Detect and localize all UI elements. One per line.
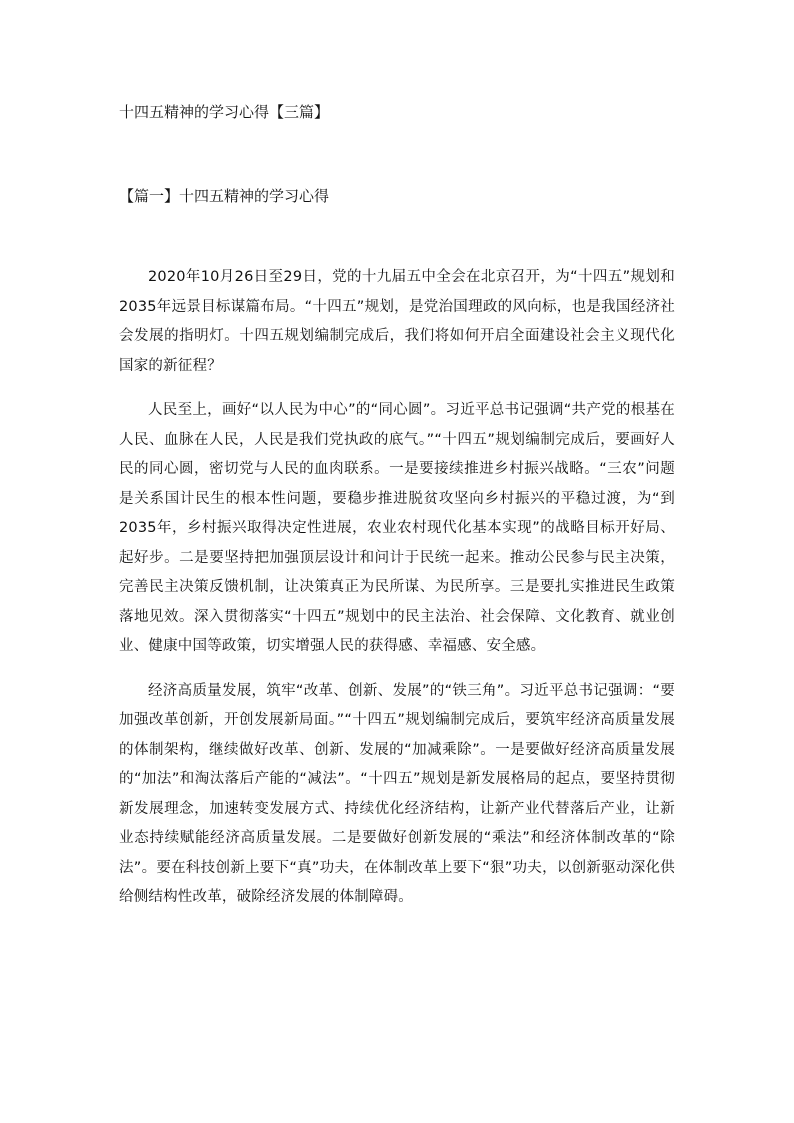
paragraph-2: 人民至上，画好“以人民为中心”的“同心圆”。习近平总书记强调“共产党的根基在人民、血脉在人民，人民是我们党执政的底气。”“十四五”规划编制完成后，要画好人民的同心圆，密切党与人民的血肉联系。一是要接续推进乡村振兴战略。“三农”问题是关系国计民生的根本性问题，要稳步推进脱贫攻坚向乡村振兴的平稳过渡，为“到2035年，乡村振兴取得决定性进展，农业农村现代化基本实现”的战略目标开好局、起好步。二是要坚持把加强顶层设计和问计于民统一起来。推动公民参与民主决策，完善民主决策反馈机制，让决策真正为民所谋、为民所享。三是要扎实推进民生政策落地见效。深入贯彻落实“十四五”规划中的民主法治、社会保障、文化教育、就业创业、健康中国等政策，切实增强人民的获得感、幸福感、安全感。 (119, 402, 675, 654)
document-body (119, 263, 675, 928)
section-heading: 【篇一】十四五精神的学习心得 (119, 187, 330, 205)
paragraph-3: 经济高质量发展，筑牢“改革、创新、发展”的“铁三角”。习近平总书记强调：“要加强改革创新，开创发展新局面。”“十四五”规划编制完成后，要筑牢经济高质量发展的体制架构，继续做好改革、创新、发展的“加减乘除”。一是要做好经济高质量发展的“加法”和淘汰落后产能的“减法”。“十四五”规划是新发展格局的起点，要坚持贯彻新发展理念，加速转变发展方式、持续优化经济结构，让新产业代替落后产业，让新业态持续赋能经济高质量发展。二是要做好创新发展的“乘法”和经济体制改革的“除法”。要在科技创新上要下“真”功夫，在体制改革上要下“狠”功夫，以创新驱动深化供给侧结构性改革，破除经济发展的体制障碍。 (119, 682, 675, 905)
paragraph-1: 2020年10月26日至29日，党的十九届五中全会在北京召开，为“十四五”规划和2035年远景目标谋篇布局。“十四五”规划，是党治国理政的风向标，也是我国经济社会发展的指明灯。十四五规划编制完成后，我们将如何开启全面建设社会主义现代化国家的新征程？ (119, 269, 675, 374)
document-title: 十四五精神的学习心得【三篇】 (119, 103, 330, 121)
